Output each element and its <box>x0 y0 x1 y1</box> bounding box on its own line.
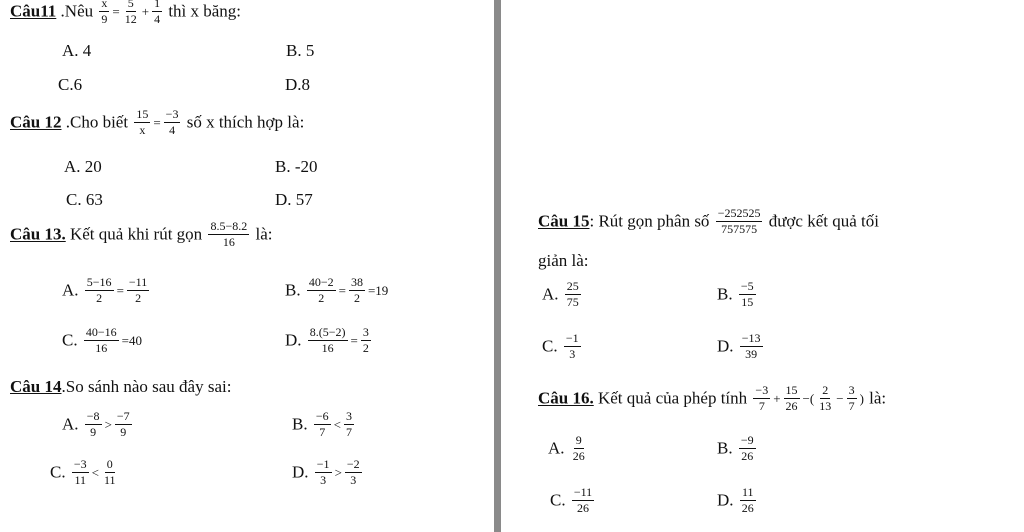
fraction: $\frac{-2}{3}$ <box>346 457 360 487</box>
fraction: $\frac{25}{75}$ <box>566 279 579 309</box>
question-lead: .Nêu <box>60 1 94 21</box>
option-d: D. $\frac{11}{26}$ <box>717 485 754 515</box>
question-label: Câu 16. <box>538 388 594 408</box>
option-a: A. $\frac{5-16}{2}$ = $\frac{-11}{2}$ <box>62 275 148 305</box>
question-tail: là: <box>869 388 887 408</box>
fraction: $\frac{3}{7}$ <box>345 409 352 439</box>
question-lead: Kết quả khi rút gọn <box>69 224 203 244</box>
question-tail: thì x băng: <box>168 1 242 21</box>
question-label: Câu 15 <box>538 211 590 231</box>
question-label: Câu 13. <box>10 224 66 244</box>
fraction: $\frac{0}{11}$ <box>103 457 116 487</box>
fraction: $\frac{x}{9}$ <box>99 0 109 25</box>
fraction: $\frac{-9}{26}$ <box>740 433 754 463</box>
fraction: $\frac{40-16}{16}$ <box>85 325 117 355</box>
option-a: A. $\frac{25}{75}$ <box>542 279 579 309</box>
option-d: D. $\frac{-13}{39}$ <box>717 331 761 361</box>
option-c: C. $\frac{-3}{11}$ < $\frac{0}{11}$ <box>50 457 116 487</box>
option-d: D. $\frac{-1}{3}$ > $\frac{-2}{3}$ <box>292 457 360 487</box>
fraction: $\frac{8.(5-2)}{16}$ <box>309 325 346 355</box>
option-a: A. 20 <box>64 157 102 176</box>
fraction: $\frac{1}{4}$ <box>152 0 162 25</box>
question-tail: là: <box>255 224 273 244</box>
fraction: $\frac{-5}{15}$ <box>740 279 754 309</box>
question-15-line2: giản là: <box>538 251 589 270</box>
option-c: C.6 <box>58 75 83 94</box>
fraction: $\frac{-11}{26}$ <box>573 485 593 515</box>
question-tail: được kết quả tối <box>768 211 879 231</box>
question-11: Câu11 .Nêu $\frac{x}{9}$ = $\frac{5}{12}$ + $\frac{1}{4}$ thì x băng: <box>10 0 241 25</box>
fraction: $\frac{-3}{7}$ <box>755 383 769 413</box>
option-b: B. 5 <box>286 41 315 60</box>
fraction: $\frac{-1}{3}$ <box>565 331 579 361</box>
option-b: B. $\frac{40-2}{2}$ = $\frac{38}{2}$ =19 <box>285 275 389 305</box>
fraction: $\frac{-13}{39}$ <box>741 331 761 361</box>
fraction: $\frac{38}{2}$ <box>350 275 363 305</box>
fraction: $\frac{-6}{7}$ <box>315 409 329 439</box>
option-c: C. $\frac{40-16}{16}$ =40 <box>62 325 142 355</box>
question-label: Câu 12 <box>10 112 62 132</box>
fraction: $\frac{-3}{11}$ <box>73 457 87 487</box>
question-tail: số x thích hợp là: <box>186 112 305 132</box>
option-b: B. -20 <box>275 157 318 176</box>
fraction: $\frac{-11}{2}$ <box>128 275 148 305</box>
option-c: C. $\frac{-11}{26}$ <box>550 485 593 515</box>
question-lead: .Cho biết <box>65 112 129 132</box>
question-lead: : Rút gọn phân số <box>589 211 710 231</box>
question-label: Câu 14 <box>10 377 62 396</box>
fraction: $\frac{-8}{9}$ <box>86 409 100 439</box>
fraction: $\frac{5}{12}$ <box>123 0 139 25</box>
question-15 <box>538 207 879 235</box>
option-d: D. $\frac{8.(5-2)}{16}$ = $\frac{3}{2}$ <box>285 325 369 355</box>
fraction: $\frac{9}{26}$ <box>572 433 585 463</box>
fraction: $\frac{2}{13}$ <box>819 383 832 413</box>
fraction: $\frac{15}{26}$ <box>785 383 798 413</box>
question-16: Câu 16. Kết quả của phép tính $\frac{-3}{7}$ + $\frac{15}{26}$ −( $\frac{2}{13}$ − $\frac{3}{7}$ ) là: <box>538 383 887 413</box>
fraction: $\frac{15}{x}$ <box>136 107 149 137</box>
question-lead: Kết quả của phép tính <box>597 388 748 408</box>
question-label: Câu11 <box>10 1 57 21</box>
option-c: C. 63 <box>66 190 103 209</box>
option-d: D.8 <box>285 75 311 94</box>
option-a: A. $\frac{-8}{9}$ > $\frac{-7}{9}$ <box>62 409 130 439</box>
option-a: A. 4 <box>62 41 92 60</box>
question-14 <box>10 378 231 395</box>
fraction: $\frac{3}{7}$ <box>848 383 855 413</box>
option-a: A. $\frac{9}{26}$ <box>548 433 585 463</box>
fraction: $\frac{11}{26}$ <box>741 485 754 515</box>
page-divider <box>494 0 501 532</box>
fraction: $\frac{3}{2}$ <box>362 325 369 355</box>
option-d: D. 57 <box>275 190 313 209</box>
option-b: B. $\frac{-9}{26}$ <box>717 433 754 463</box>
question-12: Câu 12 .Cho biết $\frac{15}{x}$ = $\frac{-3}{4}$ số x thích hợp là: <box>10 107 305 137</box>
question-13 <box>10 220 272 248</box>
question-lead: .So sánh nào sau đây sai: <box>61 377 232 396</box>
option-b: B. $\frac{-5}{15}$ <box>717 279 754 309</box>
fraction: $\frac{40-2}{2}$ <box>308 275 334 305</box>
fraction: $\frac{-252525}{757575}$ <box>717 206 761 236</box>
fraction: $\frac{-3}{4}$ <box>165 107 179 137</box>
fraction: $\frac{-1}{3}$ <box>316 457 330 487</box>
option-c: C. $\frac{-1}{3}$ <box>542 331 579 361</box>
fraction: $\frac{5-16}{2}$ <box>86 275 112 305</box>
option-b: B. $\frac{-6}{7}$ < $\frac{3}{7}$ <box>292 409 352 439</box>
fraction: $\frac{8.5-8.2}{16}$ <box>210 219 248 249</box>
fraction: $\frac{-7}{9}$ <box>116 409 130 439</box>
